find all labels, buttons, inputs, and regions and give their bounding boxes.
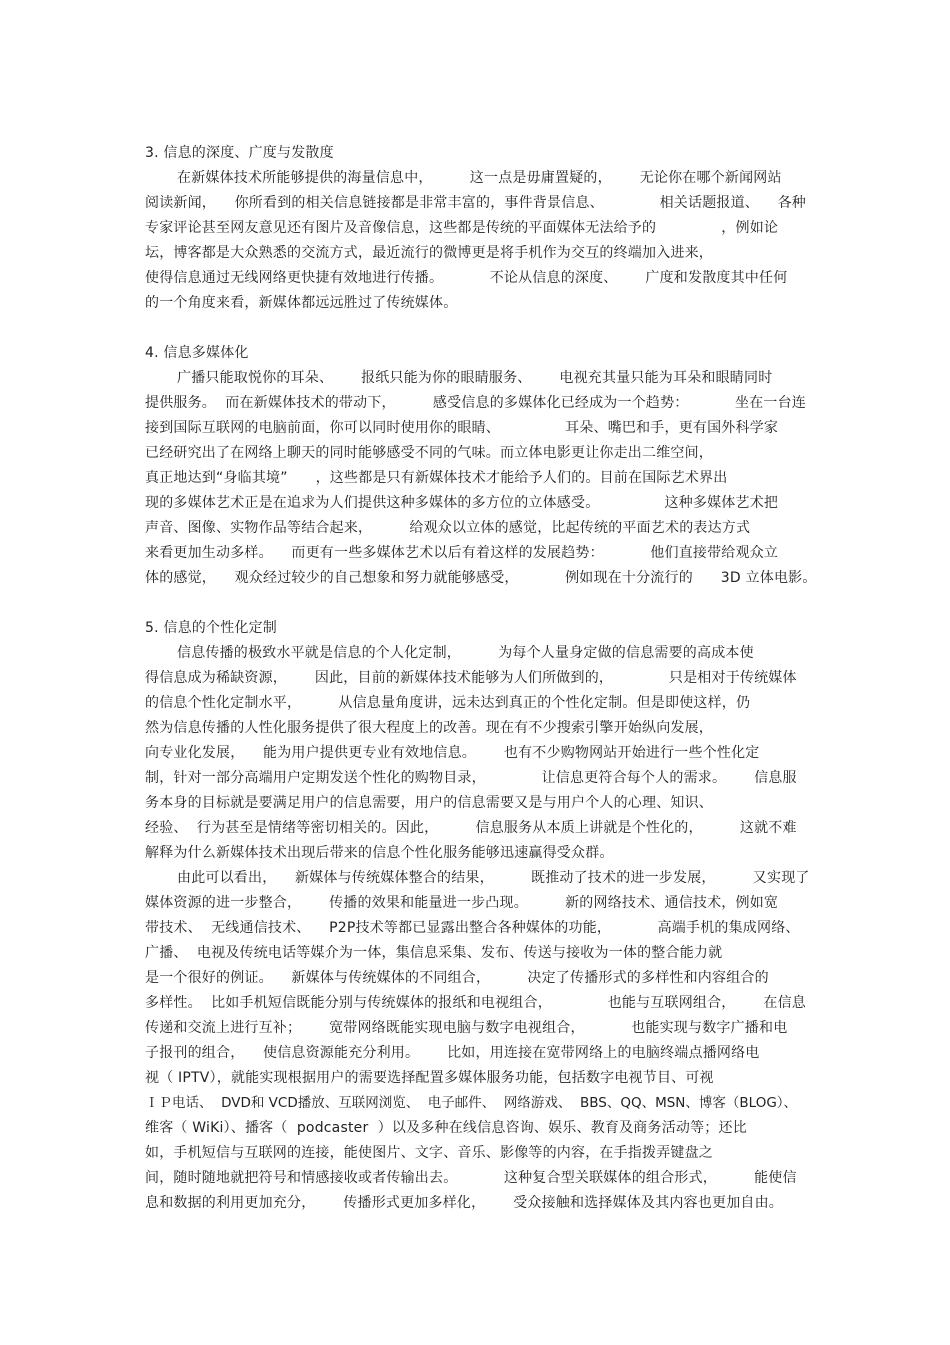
paragraph-line: 已经研究出了在网络上聊天的同时能够感受不同的气味。而立体电影更让你走出二维空间， bbox=[145, 445, 713, 461]
paragraph-line: 接到国际互联网的电脑前面，你可以同时使用你的眼睛、 耳朵、嘴巴和手，更有国外科学家 bbox=[145, 420, 779, 436]
paragraph-line: 视（ IPTV），就能实现根据用户的需要选择配置多媒体服务功能，包括数字电视节目、可视 bbox=[145, 1070, 714, 1086]
paragraph-line: 得信息成为稀缺资源， 因此，目前的新媒体技术能够为人们所做到的， 只是相对于传统媒体 bbox=[145, 670, 797, 686]
paragraph-line: 阅读新闻， 你所看到的相关信息链接都是非常丰富的，事件背景信息、 相关话题报道、 各种 bbox=[145, 195, 807, 211]
paragraph-line: 传递和交流上进行互补； 宽带网络既能实现电脑与数字电视组合， 也能实现与数字广播和电 bbox=[145, 1020, 788, 1036]
paragraph-line: 真正地达到“身临其境” ，这些都是只有新媒体技术才能给予人们的。目前在国际艺术界出 bbox=[145, 470, 728, 486]
paragraph-line: 现的多媒体艺术正是在追求为人们提供这种多媒体的多方位的立体感受。 这种多媒体艺术把 bbox=[145, 495, 779, 511]
section-heading: 5. 信息的个性化定制 bbox=[145, 620, 278, 636]
paragraph-line: 然为信息传播的人性化服务提供了很大程度上的改善。现在有不少搜索引擎开始纵向发展， bbox=[145, 720, 713, 736]
paragraph-line: 向专业化发展， 能为用户提供更专业有效地信息。 也有不少购物网站开始进行一些个性化定 bbox=[145, 745, 760, 761]
paragraph-line: 由此可以看出， 新媒体与传统媒体整合的结果， 既推动了技术的进一步发展， 又实现了 bbox=[177, 870, 810, 886]
paragraph-line: 息和数据的利用更加充分， 传播形式更加多样化， 受众接触和选择媒体及其内容也更加自由。 bbox=[145, 1195, 783, 1211]
paragraph-line: 体的感觉， 观众经过较少的自己想象和努力就能够感受， 例如现在十分流行的 3D 立体电影。 bbox=[145, 570, 817, 586]
paragraph-line: 多样性。 比如手机短信既能分别与传统媒体的报纸和电视组合， 也能与互联网组合， 在信息 bbox=[145, 995, 807, 1011]
paragraph-line: 信息传播的极致水平就是信息的个人化定制， 为每个人量身定做的信息需要的高成本使 bbox=[177, 645, 754, 661]
paragraph-line: 经验、 行为甚至是情绪等密切相关的。因此， 信息服务从本质上讲就是个性化的， 这就不难 bbox=[145, 820, 797, 836]
paragraph-line: 制，针对一部分高端用户定期发送个性化的购物目录， 让信息更符合每个人的需求。 信息服 bbox=[145, 770, 797, 786]
paragraph-line: 声音、图像、实物作品等结合起来， 给观众以立体的感觉，比起传统的平面艺术的表达方式 bbox=[145, 520, 751, 536]
section-heading: 3. 信息的深度、广度与发散度 bbox=[145, 145, 334, 161]
paragraph-line: 是一个很好的例证。 新媒体与传统媒体的不同组合， 决定了传播形式的多样性和内容组合的 bbox=[145, 970, 769, 986]
paragraph-line: ＩＰ电话、 DVD和 VCD播放、互联网浏览、 电子邮件、 网络游戏、 BBS、QQ、MSN、博客（BLOG）、 bbox=[145, 1095, 798, 1111]
paragraph-line: 广播、 电视及传统电话等媒介为一体，集信息采集、发布、传送与接收为一体的整合能力就 bbox=[145, 945, 723, 961]
paragraph-line: 使得信息通过无线网络更快捷有效地进行传播。 不论从信息的深度、 广度和发散度其中任何 bbox=[145, 270, 788, 286]
paragraph-line: 媒体资源的进一步整合， 传播的效果和能量进一步凸现。 新的网络技术、通信技术，例如宽 bbox=[145, 895, 779, 911]
paragraph-line: 提供服务。 而在新媒体技术的带动下， 感受信息的多媒体化已经成为一个趋势： 坐在一台连 bbox=[145, 395, 807, 411]
paragraph-line: 坛，博客都是大众熟悉的交流方式，最近流行的微博更是将手机作为交互的终端加入进来， bbox=[145, 245, 713, 261]
section-heading: 4. 信息多媒体化 bbox=[145, 345, 249, 361]
paragraph-line: 带技术、 无线通信技术、 P2P技术等都已显露出整合各种媒体的功能， 高端手机的集成网络、 bbox=[145, 920, 800, 936]
paragraph-line: 来看更加生动多样。 而更有一些多媒体艺术以后有着这样的发展趋势： 他们直接带给观众立 bbox=[145, 545, 779, 561]
paragraph-line: 在新媒体技术所能够提供的海量信息中， 这一点是毋庸置疑的， 无论你在哪个新闻网站 bbox=[177, 170, 782, 186]
paragraph-line: 子报刊的组合， 使信息资源能充分利用。 比如，用连接在宽带网络上的电脑终端点播网络电 bbox=[145, 1045, 760, 1061]
paragraph-line: 解释为什么新媒体技术出现后带来的信息个性化服务能够迅速赢得受众群。 bbox=[145, 845, 614, 861]
paragraph-line: 的信息个性化定制水平， 从信息量角度讲，远未达到真正的个性化定制。但是即使这样，仍 bbox=[145, 695, 751, 711]
paragraph-line: 维客（ WiKi）、播客（ podcaster ）以及多种在线信息咨询、娱乐、教育及商务活动等；还比 bbox=[145, 1120, 747, 1136]
paragraph-line: 的一个角度来看，新媒体都远远胜过了传统媒体。 bbox=[145, 295, 458, 311]
paragraph-line: 专家评论甚至网友意见还有图片及音像信息，这些都是传统的平面媒体无法给予的 ，例如论 bbox=[145, 220, 779, 236]
paragraph-line: 广播只能取悦你的耳朵、 报纸只能为你的眼睛服务、 电视充其量只能为耳朵和眼睛同时 bbox=[177, 370, 773, 386]
paragraph-line: 务本身的目标就是要满足用户的信息需要，用户的信息需要又是与用户个人的心理、知识、 bbox=[145, 795, 713, 811]
paragraph-line: 间，随时随地就把符号和情感接收或者传输出去。 这种复合型关联媒体的组合形式， 能使信 bbox=[145, 1170, 797, 1186]
paragraph-line: 如，手机短信与互联网的连接，能使图片、文字、音乐、影像等的内容，在手指拨弄键盘之 bbox=[145, 1145, 713, 1161]
